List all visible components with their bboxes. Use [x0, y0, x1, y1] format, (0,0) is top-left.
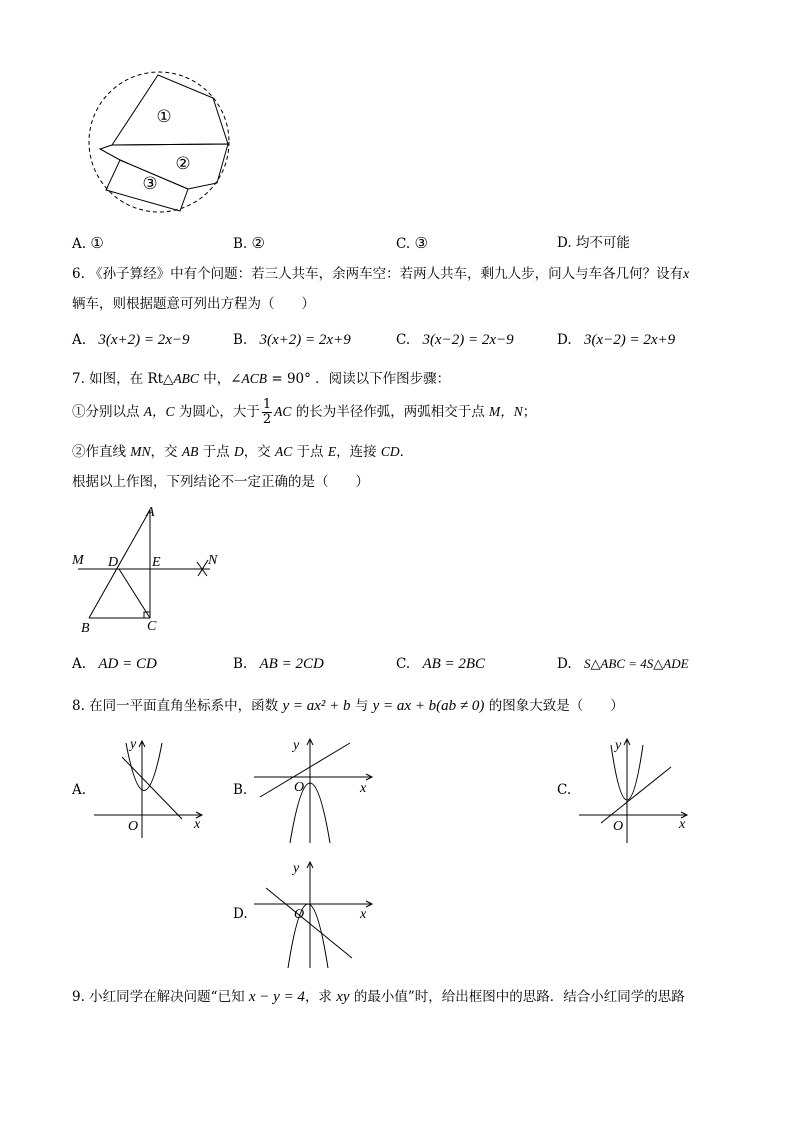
label-b: B: [81, 621, 90, 636]
label-c: C: [147, 619, 157, 634]
q6-option-c[interactable]: [396, 331, 514, 349]
label-n: N: [208, 553, 218, 568]
option-letter: B.: [233, 236, 248, 252]
option-letter: D.: [557, 332, 572, 348]
q7-step2-b: 于点: [198, 444, 234, 460]
option-letter: D.: [557, 656, 572, 672]
y-label: y: [293, 861, 300, 876]
q7-option-c[interactable]: [396, 655, 485, 673]
q7-step1-points2: M，N: [489, 404, 523, 419]
q7-step2-cd: CD: [380, 444, 400, 459]
region-2-shape: [100, 144, 228, 189]
q6-stem-var: x: [683, 266, 690, 281]
option-formula: AB = 2CD: [259, 656, 324, 672]
q9-stem-mid: ，求: [304, 989, 337, 1005]
y-label: y: [293, 738, 300, 753]
option-letter: C.: [396, 332, 411, 348]
option-letter: D.: [557, 235, 572, 251]
q8-graph-c: [575, 735, 695, 845]
q8-func1: y = ax² + b: [282, 698, 351, 714]
option-formula: 3(x+2) = 2x+9: [259, 332, 351, 348]
q7-stem-angle: ACB: [241, 371, 268, 386]
q6-option-d[interactable]: [557, 331, 675, 349]
origin-label: O: [294, 780, 305, 795]
q5-option-b[interactable]: [233, 234, 265, 253]
q5-figure: [80, 65, 240, 220]
q5-option-d[interactable]: [557, 234, 630, 252]
region-2-label: ②: [175, 154, 191, 173]
q9-expression: xy: [336, 989, 350, 1005]
q7-step1-mid: 为圆心，大于: [174, 404, 260, 420]
q6-option-b[interactable]: [233, 331, 351, 349]
option-formula: 3(x−2) = 2x+9: [583, 332, 676, 348]
option-letter: B.: [233, 332, 248, 348]
option-text: ②: [251, 234, 265, 252]
q6-stem-text: 6. 《孙子算经》中有个问题：若三人共车，余两车空：若两人共车，剩九人步，问人与车各几何？设有: [72, 266, 684, 282]
label-d: D: [108, 555, 119, 570]
option-letter: A.: [72, 236, 87, 252]
label-e: E: [152, 555, 161, 570]
x-label: x: [360, 907, 367, 922]
half-fraction: [262, 398, 272, 427]
origin-label: O: [613, 819, 624, 834]
q8-graph-b: [250, 735, 380, 845]
q7-step2-d: D: [233, 444, 244, 459]
x-label: x: [194, 817, 201, 832]
q7-step2-a: ，交: [150, 444, 182, 460]
q7-step2-f: ，连接: [336, 444, 381, 460]
q7-step2-ept: E: [327, 444, 337, 459]
q7-step1: [72, 398, 536, 427]
q7-step2-e: 于点: [292, 444, 328, 460]
q8-option-c-letter[interactable]: C.: [557, 782, 572, 798]
option-formula: S△ABC = 4S△ADE: [583, 656, 689, 671]
q7-step2-prefix: ②作直线: [72, 444, 131, 460]
region-3-label: ③: [142, 174, 158, 193]
q8-stem-prefix: 8. 在同一平面直角坐标系中，函数: [72, 698, 283, 714]
q7-step2-ab: AB: [181, 444, 199, 459]
q8-graph-a: [90, 735, 210, 840]
q8-stem-mid: 与: [350, 698, 373, 714]
q7-stem-tri: ABC: [173, 371, 199, 386]
option-formula: 3(x+2) = 2x−9: [98, 332, 190, 348]
q5-option-a[interactable]: [72, 234, 104, 253]
line: [260, 743, 350, 797]
line: [122, 757, 182, 819]
option-text: ③: [414, 234, 428, 252]
q7-step1-segment: AC: [274, 404, 292, 419]
option-formula: 3(x−2) = 2x−9: [422, 332, 514, 348]
origin-label: O: [128, 819, 139, 834]
q7-option-b[interactable]: [233, 655, 324, 673]
q7-step2: [72, 443, 413, 461]
q7-question: 根据以上作图，下列结论不一定正确的是（ ）: [72, 474, 369, 490]
q7-step2-line: MN: [130, 444, 151, 459]
segment-ab: [89, 510, 150, 618]
option-letter: C.: [396, 236, 411, 252]
q7-option-d[interactable]: [557, 655, 689, 673]
q7-step1-suffix: 的长为半径作弧，两弧相交于点: [291, 404, 489, 420]
q7-step1-end: ；: [522, 404, 537, 420]
option-letter: A.: [72, 656, 87, 672]
option-text: 均不可能: [575, 235, 630, 251]
q7-figure: [70, 500, 230, 640]
origin-label: O: [294, 907, 305, 922]
x-label: x: [360, 781, 367, 796]
q8-func2: y = ax + b(ab ≠ 0): [372, 698, 485, 714]
q7-step2-end: ．: [399, 444, 414, 460]
label-a: A: [146, 505, 155, 520]
q8-option-b-letter[interactable]: B.: [233, 782, 248, 798]
q8-option-d-letter[interactable]: D.: [233, 906, 248, 922]
fraction-denominator: 2: [262, 412, 272, 427]
y-label: y: [615, 738, 622, 753]
x-label: x: [679, 817, 686, 832]
fraction-numerator: 1: [262, 397, 272, 412]
q7-stem-suffix: = 90° ．阅读以下作图步骤：: [267, 371, 451, 387]
q7-option-a[interactable]: [72, 655, 157, 673]
option-formula: AB = 2BC: [422, 656, 486, 672]
option-letter: A.: [72, 332, 87, 348]
option-letter: C.: [396, 656, 411, 672]
q7-step1-prefix: ①分别以点: [72, 404, 144, 420]
region-1-label: ①: [156, 107, 172, 126]
q7-stem: [72, 370, 450, 388]
q8-option-a-letter[interactable]: A.: [72, 782, 87, 798]
q6-stem-line1: [72, 265, 689, 283]
segment-cd: [119, 569, 150, 618]
label-m: M: [72, 553, 84, 568]
q6-stem-line2: 辆车，则根据题意可列出方程为（ ）: [72, 296, 315, 312]
line: [266, 888, 352, 958]
q7-step1-points: A，C: [143, 404, 175, 419]
q7-step2-c: ，交: [243, 444, 275, 460]
q9-stem: [72, 988, 685, 1006]
q9-equation: x − y = 4: [248, 989, 305, 1005]
q8-stem-suffix: 的图象大致是（ ）: [484, 698, 624, 714]
q9-stem-prefix: 9. 小红同学在解决问题“已知: [72, 989, 249, 1005]
q7-stem-mid: 中，∠: [198, 371, 242, 387]
q9-stem-suffix: 的最小值”时，给出框图中的思路．结合小红同学的思路: [349, 989, 685, 1005]
q7-stem-prefix: 7. 如图，在 Rt△: [72, 371, 174, 387]
option-text: ①: [90, 234, 104, 252]
y-label: y: [130, 737, 137, 752]
q7-step2-ac: AC: [274, 444, 293, 459]
option-formula: AD = CD: [98, 656, 157, 672]
q5-option-c[interactable]: [396, 234, 428, 253]
q8-graph-d: [250, 858, 380, 970]
option-letter: B.: [233, 656, 248, 672]
arc-mark-n1: [198, 560, 208, 576]
q6-option-a[interactable]: [72, 331, 190, 349]
q8-stem: [72, 697, 624, 715]
